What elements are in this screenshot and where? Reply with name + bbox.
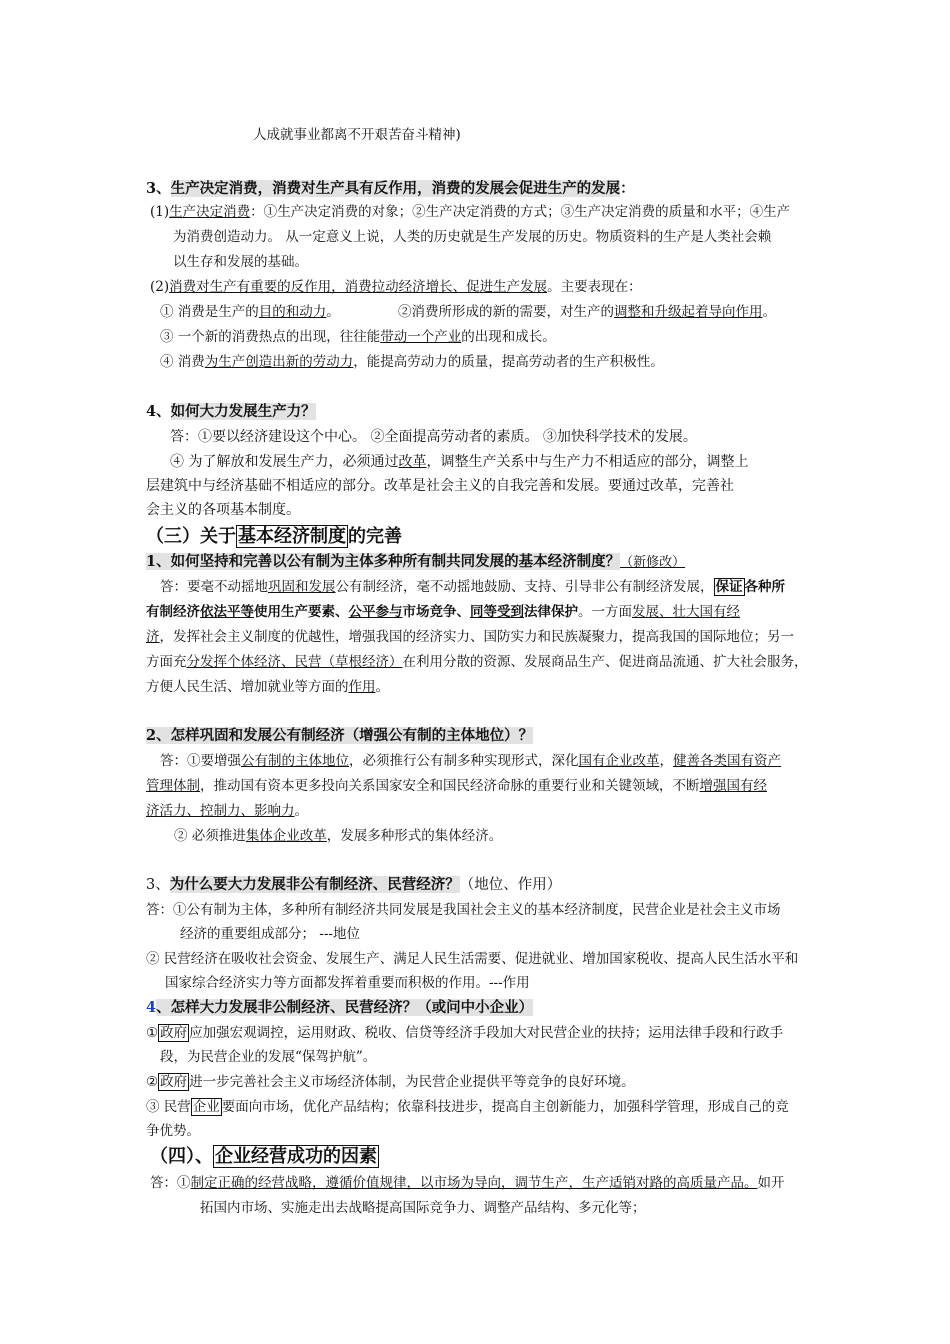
text: 。 <box>294 803 308 819</box>
point-3-2-3 <box>160 328 556 346</box>
answer-1-line3 <box>146 628 794 646</box>
boxed-text: 企业 <box>192 1099 220 1115</box>
text: 。主要表现在： <box>547 279 642 295</box>
underlined-text: 发展、壮大国有经 <box>632 604 740 620</box>
text: (2) <box>150 279 170 295</box>
part-three-heading <box>146 525 402 549</box>
underlined-text: 依法平等 <box>200 604 254 620</box>
para-3-1-line3 <box>173 253 308 271</box>
text: ① <box>146 1025 159 1041</box>
text: ④ 为了解放和发展生产力，必须通过 <box>170 454 399 470</box>
text: ，调整生产关系中与生产力不相适应的部分，调整上 <box>426 454 749 470</box>
text: 进一步完善社会主义市场经济体制，为民营企业提供平等竞争的良好环境。 <box>189 1074 635 1090</box>
question-2-heading <box>146 727 533 745</box>
answer-2-line2 <box>146 777 767 795</box>
heading-number: 3、 <box>146 877 170 893</box>
text: ②消费所形成的新的需要，对生产的 <box>398 304 614 320</box>
text: 要面向市场，优化产品结构；依靠科技进步，提高自主创新能力，加强科学管理，形成自己的竞 <box>221 1099 789 1115</box>
text: ③ 一个新的消费热点的出现，往往能 <box>160 329 381 345</box>
text: 拓国内市场、实施走出去战略提高国际竞争力、调整产品结构、多元化等； <box>200 1200 646 1216</box>
para-3-1-line2 <box>173 228 771 246</box>
text: ，必须推行公有制多种实现形式，深化 <box>349 753 579 769</box>
heading-number: 3、 <box>146 180 171 197</box>
text: 方面充 <box>146 654 187 670</box>
answer-1-line5 <box>146 678 389 696</box>
boxed-text: 政府 <box>160 1074 188 1090</box>
underlined-text: 国有企业改革 <box>578 753 660 769</box>
bold-text: 市场竞争、 <box>402 604 470 620</box>
underlined-text: 带动一个产业 <box>380 329 462 345</box>
text: ② <box>146 1074 159 1090</box>
heading-title: 2、怎样巩固和发展公有制经济（增强公有制的主体地位）？ <box>146 727 534 744</box>
bold-text: 各种所 <box>744 579 785 595</box>
text: ① 消费是生产的 <box>160 304 259 320</box>
answer-3-line2 <box>180 925 360 943</box>
question-3-heading <box>146 876 561 894</box>
text: 答：①公有制为主体，多种所有制经济共同发展是我国社会主义的基本经济制度，民营企业是社会主义市场 <box>146 902 781 918</box>
text: ② 民营经济在吸收社会资金、发展生产、满足人民生活需要、促进就业、增加国家税收、提高人民生活水平和 <box>146 951 799 967</box>
underlined-text: 分发挥个体经济、民营（草根经济） <box>186 654 403 670</box>
part-four-heading <box>150 1145 379 1169</box>
text: ④ 消费 <box>160 354 205 370</box>
underlined-text: 改革 <box>398 454 427 470</box>
answer-4b-line4 <box>146 1098 789 1116</box>
heading-number: 4、 <box>146 403 171 420</box>
heading-colon: ： <box>620 180 635 197</box>
point-3-2-1 <box>160 303 340 321</box>
text: 段，为民营企业的发展“保驾护航”。 <box>160 1049 377 1065</box>
text: 答：① <box>150 1175 191 1191</box>
text: （三）关于 <box>146 526 236 547</box>
boxed-text: 政府 <box>160 1025 188 1041</box>
text: 答：要毫不动摇地 <box>160 579 268 595</box>
answer-1-line4 <box>146 653 808 671</box>
heading-title: 、怎样大力发展非公制经济、民营经济？（或问中小企业） <box>156 999 534 1016</box>
underlined-text: 健善各类国有资产 <box>673 753 781 769</box>
text: 会主义的各项基本制度。 <box>146 502 300 518</box>
answer-part4-line2 <box>200 1199 646 1217</box>
note: （地位、作用） <box>459 877 562 893</box>
underlined-text: 同等受到 <box>470 604 524 620</box>
text: 答：①要以经济建设这个中心。 ②全面提高劳动者的素质。 ③加快科学技术的发展。 <box>170 429 697 445</box>
underlined-text: 目的和动力 <box>258 304 327 320</box>
answer-3-line1 <box>146 901 781 919</box>
text: 以生存和发展的基础。 <box>173 254 308 270</box>
answer-3-line3 <box>146 950 798 968</box>
text: 的完善 <box>348 526 402 547</box>
text: 答：①要增强 <box>160 753 241 769</box>
underlined-text: 消费对生产有重要的反作用，消费拉动经济增长、促进生产发展 <box>169 279 548 295</box>
text: 。 <box>326 304 340 320</box>
text: ，发挥社会主义制度的优越性，增强我国的经济实力、国防实力和民族凝聚力，提高我国的国际地位；另一 <box>159 629 794 645</box>
note: （新修改） <box>620 555 686 570</box>
heading-title: 生产决定消费，消费对生产具有反作用，消费的发展会促进生产的发展 <box>170 180 621 197</box>
bold-text: 法律保护 <box>524 604 578 620</box>
text: ② 必须推进 <box>174 828 246 844</box>
carry-over-line <box>253 126 461 144</box>
underlined-text: 集体企业改革 <box>245 828 327 844</box>
underlined-text: 制定正确的经营战略，遵循价值规律，以市场为导向，调节生产，生产适销对路的高质量产品。 <box>190 1175 758 1191</box>
underlined-text: 调整和升级起着导向作用 <box>614 304 763 320</box>
answer-1-line2 <box>146 603 740 621</box>
answer-3-line4 <box>165 974 530 992</box>
text: 经济的重要组成部分； ---地位 <box>180 926 360 942</box>
text: (1) <box>150 204 170 220</box>
text: 的出现和成长。 <box>461 329 556 345</box>
text: 应加强宏观调控，运用财政、税收、信贷等经济手段加大对民营企业的扶持；运用法律手段和行政手 <box>189 1025 784 1041</box>
answer-2-line4 <box>174 827 502 845</box>
point-3-2-4 <box>160 353 664 371</box>
underlined-text: 济活力、控制力、影响力 <box>146 803 295 819</box>
bold-text: 有制经济 <box>146 604 200 620</box>
text: 争优势。 <box>146 1123 200 1139</box>
text: ，推动国有资本更多投向关系国家安全和国民经济命脉的重要行业和关键领域，不断 <box>200 778 700 794</box>
answer-4-line4 <box>146 501 300 519</box>
underlined-text: 作用 <box>348 679 376 695</box>
section-3-heading <box>146 180 635 198</box>
text: 层建筑中与经济基础不相适应的部分。改革是社会主义的自我完善和发展。要通过改革，完善社 <box>146 478 734 494</box>
underlined-text: 为生产创造出新的劳动力 <box>204 354 354 370</box>
text: ：①生产决定消费的对象；②生产决定消费的方式；③生产决定消费的质量和水平；④生产 <box>250 204 791 220</box>
para-3-2-line1 <box>150 278 642 296</box>
text: 为消费创造动力。 从一定意义上说，人类的历史就是生产发展的历史。物质资料的生产是人类社会赖 <box>173 229 772 245</box>
answer-part4-line1 <box>150 1174 785 1192</box>
answer-4-line1 <box>170 428 697 446</box>
heading-title: 为什么要大力发展非公有制经济、民营经济？ <box>169 876 460 893</box>
answer-4-line3 <box>146 477 734 495</box>
heading-title: 如何大力发展生产力？ <box>170 403 316 420</box>
answer-1-line1 <box>160 578 785 596</box>
text: ，发展多种形式的集体经济。 <box>326 828 503 844</box>
text: ，能提高劳动力的质量，提高劳动者的生产积极性。 <box>353 354 664 370</box>
text: 如开 <box>757 1175 785 1191</box>
answer-4b-line5 <box>146 1122 200 1140</box>
underlined-text: 公有制的主体地位 <box>241 753 349 769</box>
underlined-text: 生产决定消费 <box>169 204 251 220</box>
text: 方便人民生活、增加就业等方面的 <box>146 679 349 695</box>
text: 人成就事业都离不开艰苦奋斗精神) <box>253 127 461 143</box>
question-4-heading <box>146 999 533 1017</box>
answer-4b-line3 <box>146 1073 635 1091</box>
para-3-1-line1 <box>150 203 790 221</box>
underlined-text: 巩固和发展 <box>268 579 336 595</box>
point-3-2-2 <box>398 303 776 321</box>
answer-2-line3 <box>146 802 308 820</box>
boxed-text: 企业经营成功的因素 <box>215 1146 377 1167</box>
answer-2-line1 <box>160 752 781 770</box>
text: ， <box>659 753 673 769</box>
answer-4b-line2 <box>160 1048 376 1066</box>
bold-text: 使用生产要素、 <box>254 604 349 620</box>
boxed-text: 基本经济制度 <box>238 526 346 547</box>
answer-4b-line1 <box>146 1024 783 1042</box>
underlined-text: 增强国有经 <box>699 778 767 794</box>
text: 。 <box>375 679 389 695</box>
underlined-text: 济 <box>146 629 160 645</box>
boxed-text: 保证 <box>715 579 743 595</box>
text: 在利用分散的资源、发展商品生产、促进商品流通、扩大社会服务， <box>402 654 808 670</box>
text: ③ 民营 <box>146 1099 191 1115</box>
heading-title: 1、如何坚持和完善以公有制为主体多种所有制共同发展的基本经济制度？ <box>146 553 621 570</box>
heading-number: 4 <box>146 999 157 1016</box>
section-4-heading <box>146 403 316 421</box>
text: （四）、 <box>150 1146 213 1167</box>
question-1-heading <box>146 553 685 572</box>
text: 国家综合经济实力等方面都发挥着重要而积极的作用。---作用 <box>165 975 530 991</box>
underlined-text: 公平参与 <box>348 604 403 620</box>
underlined-text: 管理体制 <box>146 778 200 794</box>
answer-4-line2 <box>170 453 748 471</box>
text: 公有制经济，毫不动摇地鼓励、支持、引导非公有制经济发展， <box>335 579 714 595</box>
text: 。一方面 <box>578 604 632 620</box>
text: 。 <box>762 304 776 320</box>
